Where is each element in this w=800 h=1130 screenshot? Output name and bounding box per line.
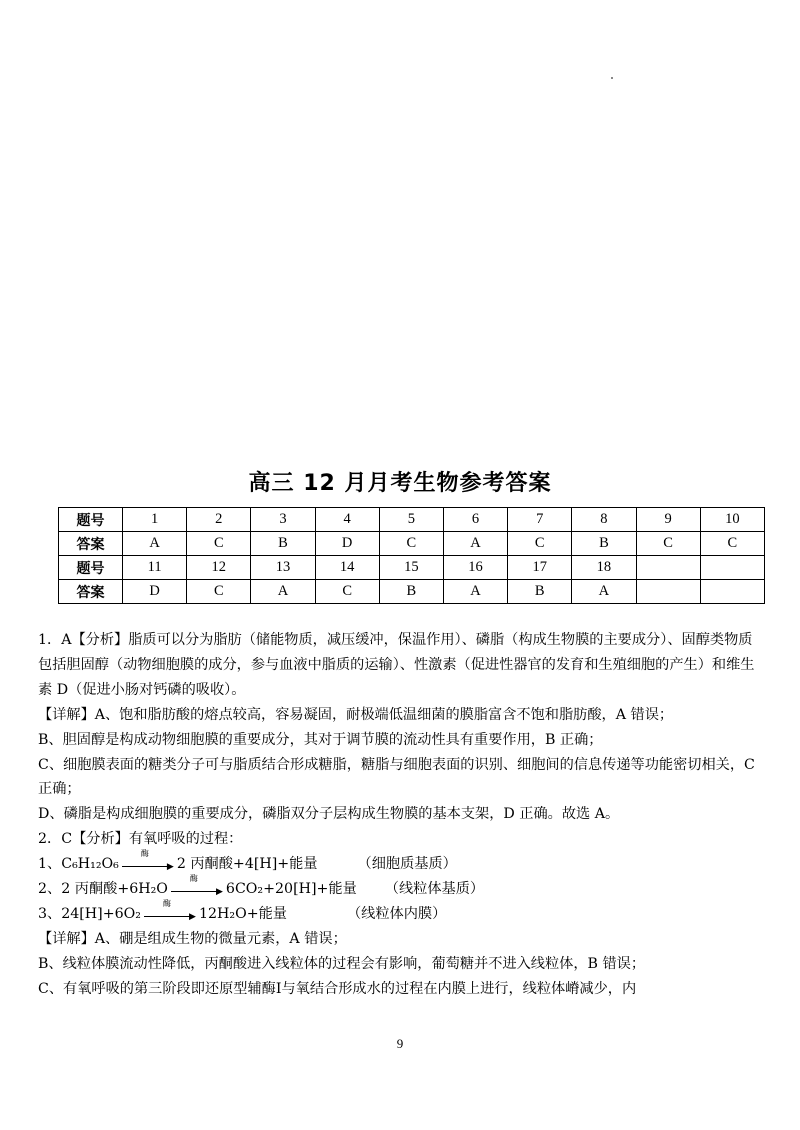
- table-cell: A: [572, 580, 636, 604]
- table-cell: A: [123, 532, 187, 556]
- answer-table: [58, 507, 765, 604]
- equation-products: 2 丙酮酸+4[H]+能量: [176, 856, 318, 873]
- reaction-arrow-icon: 酶 ▶: [171, 883, 223, 895]
- equation-products: 12H₂O+能量: [198, 905, 287, 922]
- table-cell: 2: [187, 508, 251, 532]
- reaction-arrow-icon: 酶 ▶: [122, 858, 174, 870]
- table-cell: A: [443, 532, 507, 556]
- table-cell: A: [443, 580, 507, 604]
- table-row: [59, 532, 765, 556]
- table-cell: C: [187, 532, 251, 556]
- enzyme-label: 酶: [162, 898, 171, 908]
- table-row: [59, 556, 765, 580]
- table-cell: 6: [443, 508, 507, 532]
- paragraph: B、胆固醇是构成动物细胞膜的重要成分，其对于调节膜的流动性具有重要作用，B 正确；: [38, 731, 603, 748]
- table-row: [59, 580, 765, 604]
- table-cell: 15: [379, 556, 443, 580]
- table-cell: C: [700, 532, 764, 556]
- table-cell: 12: [187, 556, 251, 580]
- page-number: 9: [396, 1036, 404, 1051]
- row-header: 题号: [59, 556, 123, 580]
- explanation-text: [38, 628, 766, 1002]
- table-cell: 5: [379, 508, 443, 532]
- table-cell: 1: [123, 508, 187, 532]
- table-cell: 17: [508, 556, 572, 580]
- row-header: 题号: [59, 508, 123, 532]
- paragraph: 2．C【分析】有氧呼吸的过程：: [38, 831, 243, 848]
- scan-dot: [611, 77, 613, 79]
- table-row: [59, 508, 765, 532]
- table-cell: 9: [636, 508, 700, 532]
- equation-location: （细胞质基质）: [357, 856, 457, 873]
- page-title: 高三 12 月月考生物参考答案: [248, 471, 552, 496]
- table-cell: [636, 556, 700, 580]
- table-cell: [700, 556, 764, 580]
- paragraph: 【详解】A、硼是组成生物的微量元素，A 错误；: [38, 930, 347, 947]
- equation-reactants: 3、24[H]+6O₂: [38, 905, 141, 922]
- table-cell: [636, 580, 700, 604]
- table-cell: 4: [315, 508, 379, 532]
- table-cell: 18: [572, 556, 636, 580]
- equation-1: [38, 849, 766, 877]
- paragraph: C、细胞膜表面的糖类分子可与脂质结合形成糖脂，糖脂与细胞表面的识别、细胞间的信息传递等功能密切相关，C 正确；: [38, 756, 755, 798]
- table-cell: 3: [251, 508, 315, 532]
- table-cell: C: [315, 580, 379, 604]
- table-cell: 11: [123, 556, 187, 580]
- row-header: 答案: [59, 532, 123, 556]
- equation-reactants: 2、2 丙酮酸+6H₂O: [38, 881, 168, 898]
- equation-location: （线粒体基质）: [384, 881, 485, 898]
- equation-reactants: 1、C₆H₁₂O₆: [38, 856, 119, 873]
- paragraph: D、磷脂是构成细胞膜的重要成分，磷脂双分子层构成生物膜的基本支架，D 正确。故选 A。: [38, 806, 620, 823]
- paragraph: B、线粒体膜流动性降低，丙酮酸进入线粒体的过程会有影响，葡萄糖并不进入线粒体，B 错误；: [38, 955, 646, 972]
- table-cell: D: [123, 580, 187, 604]
- enzyme-label: 酶: [140, 849, 149, 859]
- equation-products: 6CO₂+20[H]+能量: [225, 881, 357, 898]
- table-cell: B: [572, 532, 636, 556]
- paragraph: 【详解】A、饱和脂肪酸的熔点较高，容易凝固，耐极端低温细菌的膜脂富含不饱和脂肪酸，A 错误；: [38, 706, 674, 723]
- table-cell: 10: [700, 508, 764, 532]
- table-cell: C: [187, 580, 251, 604]
- paragraph: 1．A【分析】脂质可以分为脂肪（储能物质，减压缓冲，保温作用）、磷脂（构成生物膜的主要成分）、固醇类物质包括胆固醇（动物细胞膜的成分，参与血液中脂质的运输）、性激素（促进性器官的发育和生殖细胞的产生）和维生素 D（促进小肠对钙磷的吸收）。: [38, 632, 755, 698]
- row-header: 答案: [59, 580, 123, 604]
- reaction-arrow-icon: 酶 ▶: [144, 908, 196, 920]
- table-cell: 7: [508, 508, 572, 532]
- table-cell: 14: [315, 556, 379, 580]
- enzyme-label: 酶: [189, 874, 198, 884]
- table-cell: B: [251, 532, 315, 556]
- table-cell: B: [508, 580, 572, 604]
- table-cell: C: [636, 532, 700, 556]
- table-cell: C: [379, 532, 443, 556]
- equation-3: [38, 898, 766, 927]
- paragraph: C、有氧呼吸的第三阶段即还原型辅酶Ⅰ与氧结合形成水的过程在内膜上进行，线粒体嵴减少，内: [38, 980, 637, 997]
- table-cell: 13: [251, 556, 315, 580]
- equation-location: （线粒体内膜）: [346, 905, 447, 922]
- table-cell: [700, 580, 764, 604]
- table-cell: C: [508, 532, 572, 556]
- table-cell: 16: [443, 556, 507, 580]
- table-cell: D: [315, 532, 379, 556]
- table-cell: 8: [572, 508, 636, 532]
- table-cell: B: [379, 580, 443, 604]
- table-cell: A: [251, 580, 315, 604]
